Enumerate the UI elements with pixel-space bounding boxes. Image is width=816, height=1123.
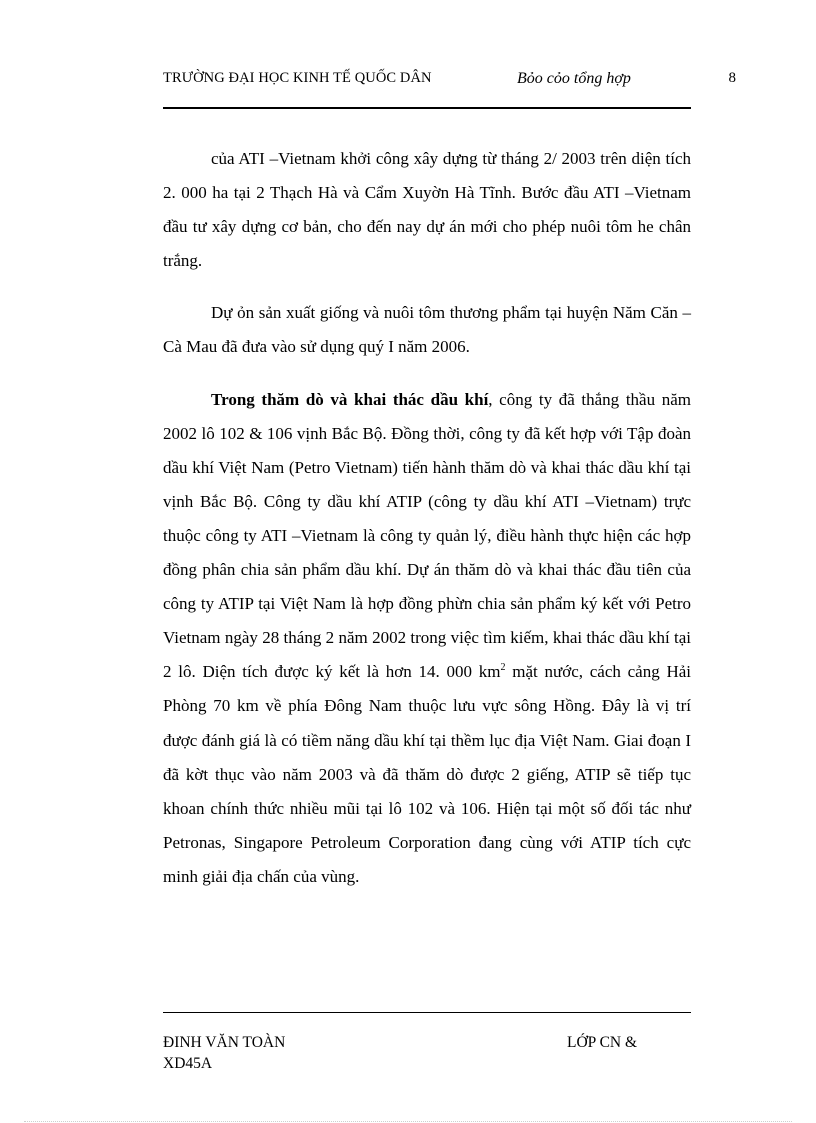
header-page-number: 8 xyxy=(728,70,736,86)
page-edge-divider xyxy=(24,1121,792,1122)
footer-divider xyxy=(163,1012,691,1013)
page-body xyxy=(163,142,691,894)
footer-author: ĐINH VĂN TOÀN xyxy=(163,1034,286,1051)
header-school-name: TRƯỜNG ĐẠI HỌC KINH TẾ QUỐC DÂN xyxy=(163,70,432,86)
paragraph-oil-gas xyxy=(163,383,691,894)
footer-class-line1: LỚP CN & xyxy=(567,1034,638,1051)
oil-gas-text-part1: , công ty đã thắng thầu năm 2002 lô 102 & 106 vịnh Bắc Bộ. Đồng thời, công ty đã kết hợp với Tập đoàn dầu khí Việt Nam (Petro Vietnam) tiến hành thăm dò và khai thác dầu khí tại vịnh Bắc Bộ. Công ty dầu khí ATIP (công ty dầu khí ATI –Vietnam) trực thuộc công ty ATI –Vietnam là công ty quản lý, điều hành thực hiện các hợp đồng phân chia sản phẩm dầu khí. Dự án thăm dò và khai thác đầu tiên của công ty ATIP tại Việt Nam là hợp đồng phừn chia sản phẩm ký kết với Petro Vietnam ngày 28 tháng 2 năm 2002 trong việc tìm kiếm, khai thác dầu khí tại 2 lô. Diện tích được ký kết là hơn 14. 000 km xyxy=(163,389,691,682)
paragraph-shrimp-project: Dự ỏn sản xuất giống và nuôi tôm thương phẩm tại huyện Năm Căn – Cà Mau đã đưa vào sử dụng quý I năm 2006. xyxy=(163,303,691,357)
superscript-squared: 2 xyxy=(500,661,506,673)
paragraph-ati-construction: của ATI –Vietnam khởi công xây dựng từ tháng 2/ 2003 trên diện tích 2. 000 ha tại 2 Thạch Hà và Cẩm Xuyờn Hà Tĩnh. Bước đầu ATI –Vietnam đầu tư xây dựng cơ bản, cho đến nay dự án mới cho phép nuôi tôm he chân trắng. xyxy=(163,149,691,271)
oil-gas-text-part2: mặt nước, cách cảng Hải Phòng 70 km về phía Đông Nam thuộc lưu vực sông Hồng. Đây là vị trí được đánh giá là có tiềm năng dầu khí tại thềm lục địa Việt Nam. Giai đoạn I đã kờt thục vào năm 2003 và đã thăm dò được 2 giếng, ATIP sẽ tiếp tục khoan chính thức nhiều mũi tại lô 102 và 106. Hiện tại một số đối tác như Petronas, Singapore Petroleum Corporation đang cùng với ATIP tích cực minh giải địa chấn của vùng. xyxy=(163,662,692,886)
oil-gas-lead: Trong thăm dò và khai thác dầu khí xyxy=(211,389,489,409)
footer-class-line2: XD45A xyxy=(163,1055,213,1072)
header-divider xyxy=(163,107,691,109)
page-header xyxy=(163,70,736,92)
header-document-title: Bỏo cỏo tổng hợp xyxy=(517,70,631,87)
